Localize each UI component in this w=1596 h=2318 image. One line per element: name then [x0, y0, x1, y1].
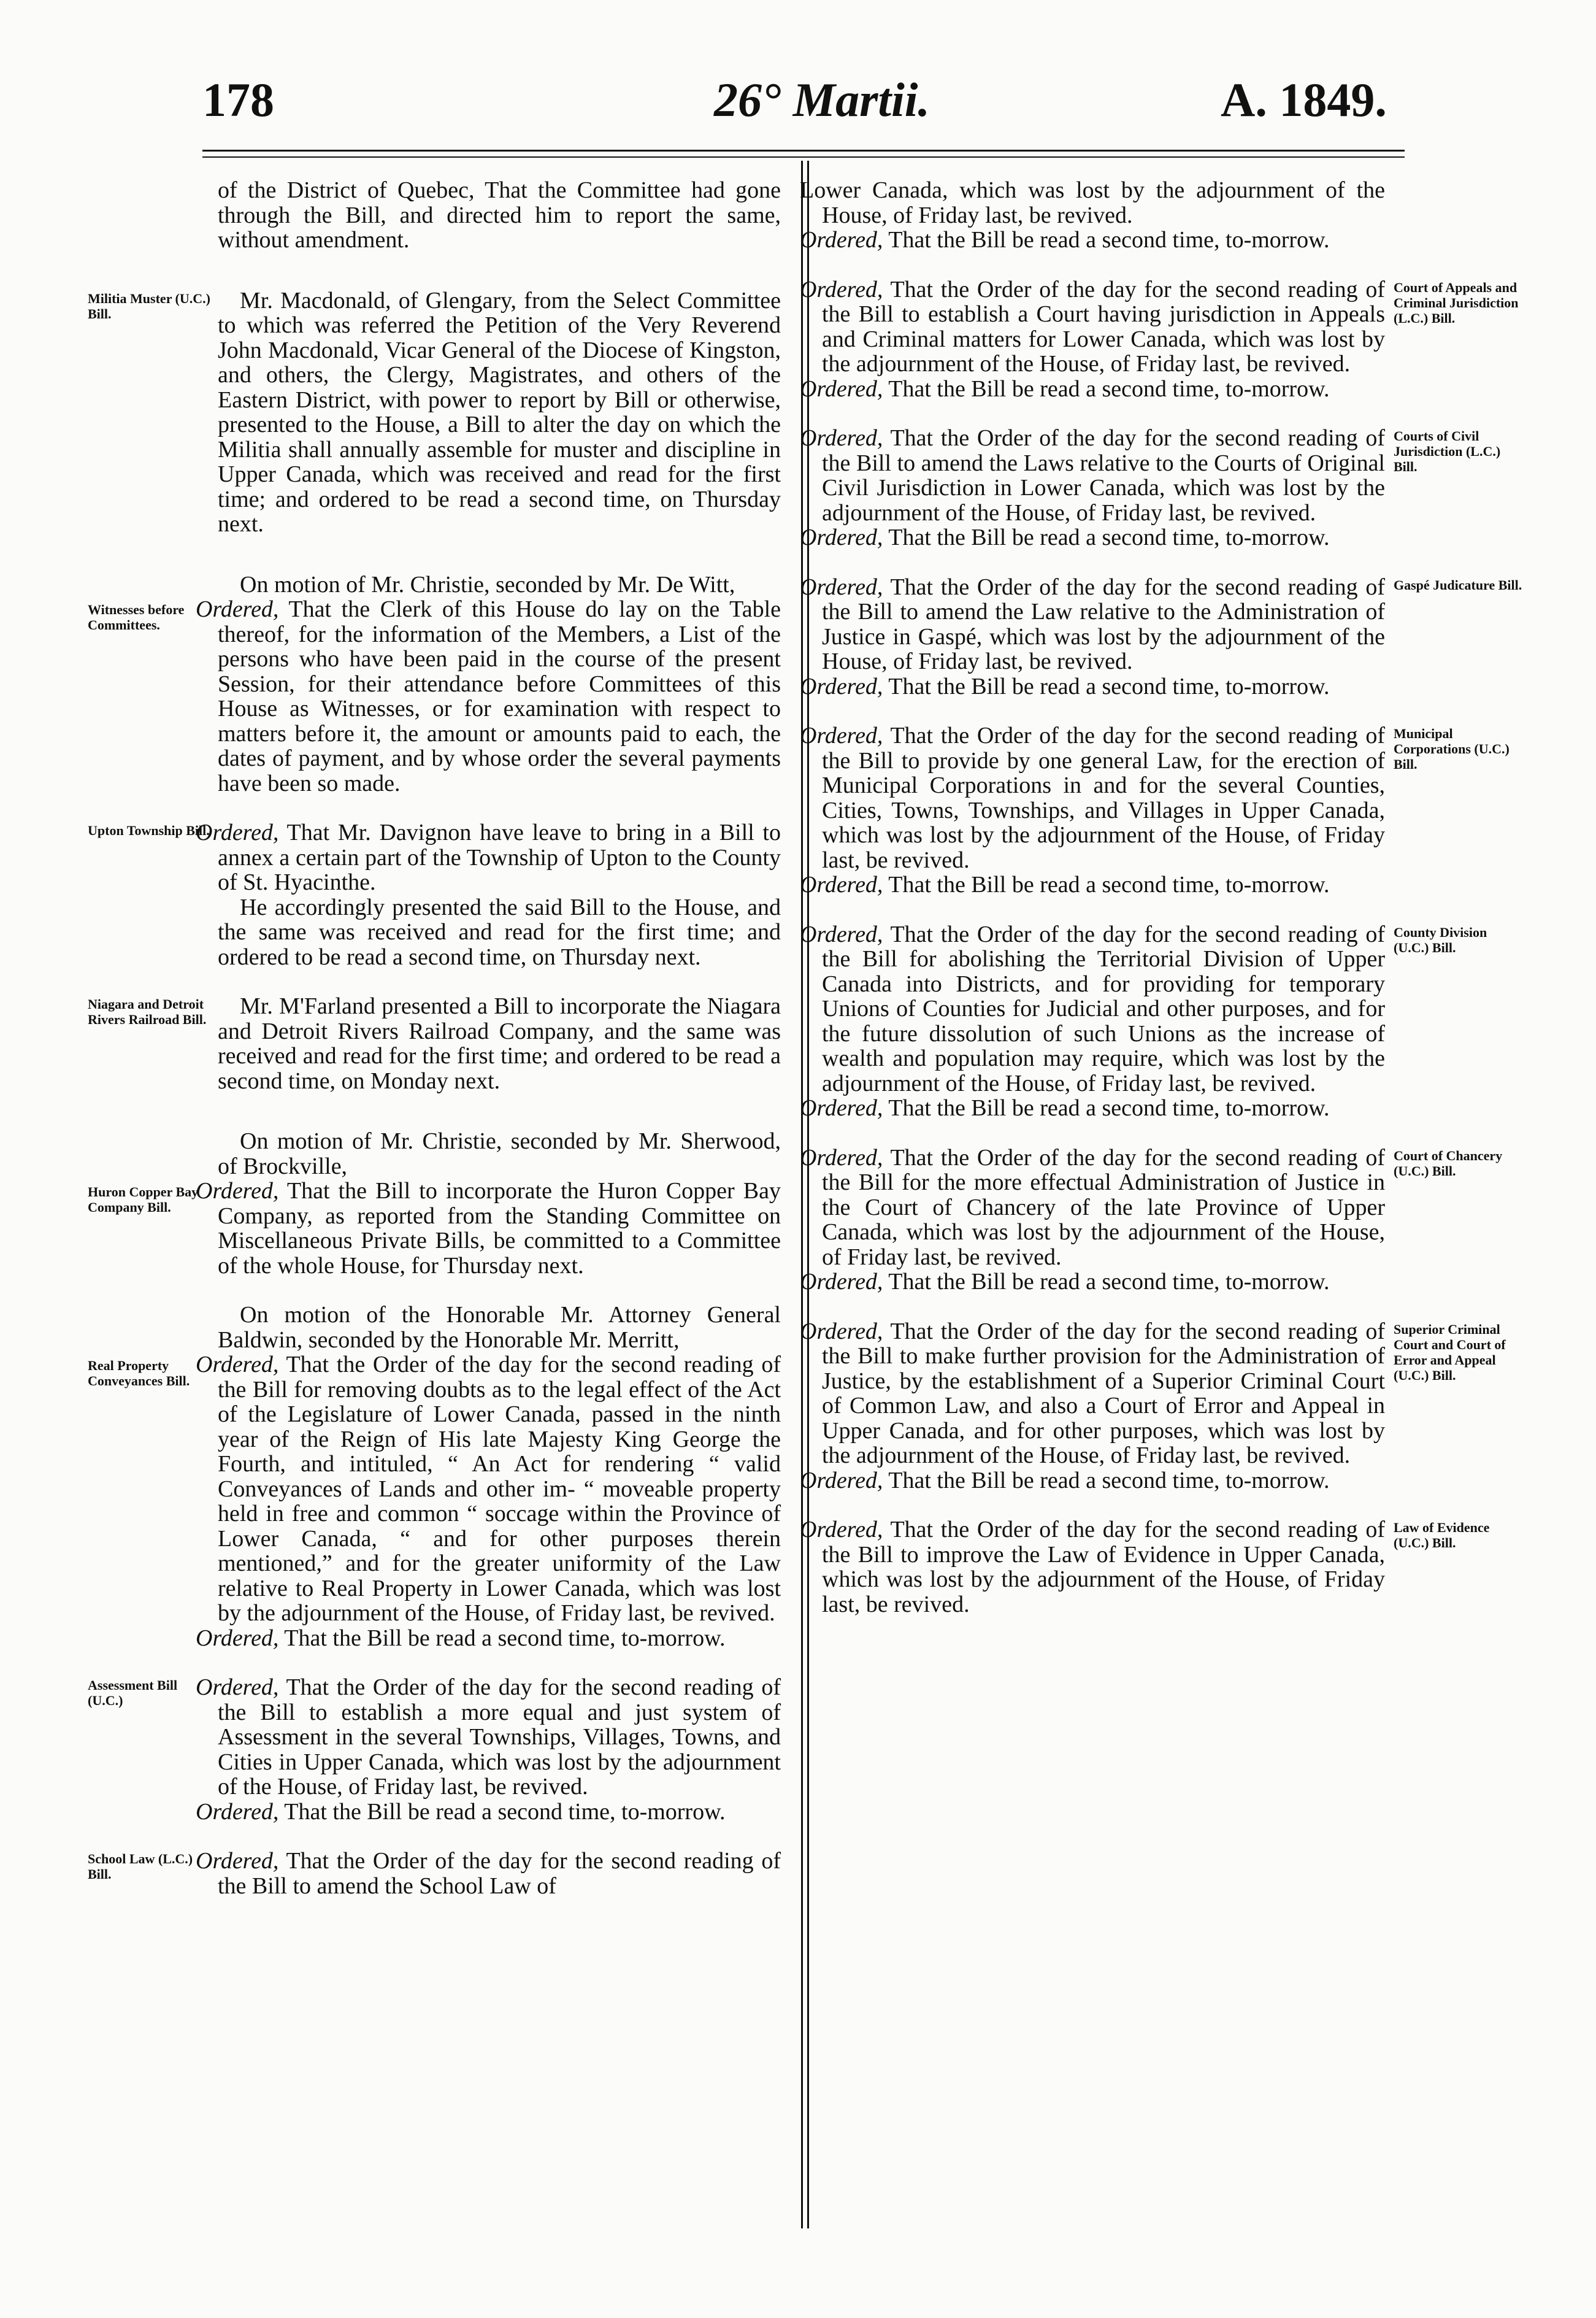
entry-school-cont — [800, 177, 1385, 253]
continued-text: Lower Canada, which was lost by the adjournment of the House, of Friday last, be revived. — [800, 177, 1385, 228]
ordered-text: Ordered, That the Bill be read a second time, to-morrow. — [800, 1095, 1330, 1121]
ordered-text: Ordered, That the Bill be read a second time, to-morrow. — [800, 872, 1330, 898]
right-column — [800, 177, 1522, 1617]
margin-note: Superior Criminal Court and Court of Error and Appeal (U.C.) Bill. — [1394, 1321, 1506, 1383]
margin-note: Gaspé Judicature Bill. — [1394, 577, 1522, 593]
entry-text: Ordered, That the Order of the day for the second reading of the Bill for abolishing the Territorial Division of Upper Canada into Districts, and for providing for temporary Unions of Counties for Judicial and other purposes, and for the future dissolution of such Unions as the increase of wealth and population may require, which was lost by the adjournment of the House, of Friday last, be revived. — [800, 921, 1385, 1096]
entry-municipal — [800, 723, 1510, 898]
margin-note: Militia Muster (U.C.) Bill. — [88, 290, 210, 322]
header-rule — [202, 150, 1405, 152]
entry-chancery — [800, 1144, 1503, 1295]
entry-text: Ordered, That the Order of the day for the second reading of the Bill for removing doubts as to the legal effect of the Act of the Legislature of Lower Canada, passed in the ninth year of the Reign of His late Majesty King George the Fourth, and intituled, “ An Act for rendering “ valid Conveyances of Lands and other im- “ moveable property held in free and common “ soccage within the Province of Lower Canada, “ and for other purposes therein mentioned,” and for the greater uniformity of the Law relative to Real Property in Lower Canada, which was lost by the adjournment of the House, of Friday last, be revived. — [196, 1352, 781, 1626]
entry-text: Ordered, That the Order of the day for the second reading of the Bill to improve the Law of Evidence in Upper Canada, which was lost by the adjournment of the House, of Friday last, be revived. — [800, 1517, 1385, 1617]
ordered-text: Ordered, That the Bill be read a second time, to-morrow. — [800, 673, 1330, 699]
ordered-text: Ordered, That the Bill be read a second time, to-morrow. — [800, 1467, 1330, 1493]
motion-text: On motion of the Honorable Mr. Attorney General Baldwin, seconded by the Honorable Mr. Merritt, — [218, 1302, 781, 1353]
entry-assessment — [88, 1674, 781, 1825]
entry-text: Ordered, That the Order of the day for the second reading of the Bill to amend the School Law of — [196, 1848, 781, 1899]
entry-text: Mr. M'Farland presented a Bill to incorporate the Niagara and Detroit Rivers Railroad Company, and the same was received and read for the first time; and ordered to be read a second time, on Monday next. — [218, 993, 781, 1094]
motion-text: On motion of Mr. Christie, seconded by Mr. Sherwood, of Brockville, — [218, 1128, 781, 1179]
entry-text: Ordered, That the Order of the day for the second reading of the Bill to amend the Laws relative to the Courts of Original Civil Jurisdiction in Lower Canada, which was lost by the adjournment of the House, of Friday last, be revived. — [800, 425, 1385, 526]
ordered-text: Ordered, That the Bill be read a second time, to-morrow. — [800, 375, 1330, 402]
column-divider-double — [807, 161, 809, 2228]
entry-text: Ordered, That the Clerk of this House do lay on the Table thereof, for the information of the Members, a List of the persons who have been paid in the course of the present Session, for their attendance before Committees of this House as Witnesses, or for examination with respect to matters before it, the amount or amounts paid to each, the dates of payment, and by whose order the several payments have been so made. — [196, 596, 781, 796]
margin-note: Courts of Civil Jurisdiction (L.C.) Bill. — [1394, 428, 1501, 474]
entry-text: Ordered, That the Order of the day for the second reading of the Bill to make further provision for the Administration of Justice, by the establishment of a Superior Criminal Court of Common Law, and also a Court of Error and Appeal in Upper Canada, and for other purposes, which was lost by the adjournment of the House, of Friday last, be revived. — [800, 1318, 1385, 1468]
entry-text: Mr. Macdonald, of Glengary, from the Select Committee to which was referred the Petition of the Very Reverend John Macdonald, Vicar General of the Diocese of Kingston, and others, the Clergy, Magistrates, and others of the Eastern District, with power to report by Bill or otherwise, presented to the House, a Bill to alter the day on which the Militia shall annually assemble for muster and discipline in Upper Canada, which was received and read for the first time; and ordered to be read a second time, on Thursday next. — [218, 287, 781, 537]
ordered-text: Ordered, That the Bill be read a second time, to-morrow. — [196, 1798, 726, 1825]
entry-superior-court — [800, 1318, 1506, 1493]
entry-witnesses — [88, 571, 781, 796]
entry-evidence — [800, 1517, 1490, 1617]
page-year: A. 1849. — [1221, 73, 1387, 126]
entry-upton — [88, 820, 781, 970]
margin-note: Real Property Conveyances Bill. — [88, 1358, 190, 1388]
entry-niagara — [88, 993, 781, 1094]
column-divider — [801, 161, 803, 2228]
margin-note: Niagara and Detroit Rivers Railroad Bill. — [88, 996, 207, 1027]
margin-note: Huron Copper Bay Company Bill. — [88, 1184, 199, 1215]
entry-text: Ordered, That the Order of the day for the second reading of the Bill to establish a more equal and just system of Assessment in the several Townships, Villages, Towns, and Cities in Upper Canada, which was lost by the adjournment of the House, of Friday last, be revived. — [196, 1674, 781, 1800]
entry-text: Ordered, That the Order of the day for the second reading of the Bill to provide by one general Law, for the erection of Municipal Corporations in and for the several Counties, Cities, Towns, Townships, and Villages in Upper Canada, which was lost by the adjournment of the House, of Friday last, be revived. — [800, 723, 1385, 873]
entry-militia — [88, 287, 781, 537]
entry-text: Ordered, That the Order of the day for the second reading of the Bill for the more effectual Administration of Justice in the Court of Chancery of the late Province of Upper Canada, which was lost by the adjournment of the House, of Friday last, be revived. — [800, 1144, 1385, 1270]
margin-note: County Division (U.C.) Bill. — [1394, 924, 1487, 955]
entry-gaspe — [800, 574, 1522, 699]
margin-note: Witnesses before Committees. — [88, 601, 185, 633]
entry-text: Ordered, That the Order of the day for the second reading of the Bill to amend the Law relative to the Administration of Justice in Gaspé, which was lost by the adjournment of the House, of Friday last, be revived. — [800, 574, 1385, 674]
margin-note: Law of Evidence (U.C.) Bill. — [1394, 1520, 1490, 1550]
entry-county-division — [800, 921, 1487, 1121]
entry-text-2: He accordingly presented the said Bill to the House, and the same was received and read for the first time; and ordered to be read a second time, on Thursday next. — [218, 894, 781, 970]
margin-note: Upton Township Bill. — [88, 823, 210, 838]
page-number: 178 — [202, 73, 274, 126]
header-rule-double — [202, 156, 1405, 158]
margin-note: Assessment Bill (U.C.) — [88, 1677, 178, 1708]
ordered-text: Ordered, That the Bill be read a second time, to-morrow. — [800, 525, 1330, 550]
page-date: 26° Martii. — [714, 73, 930, 126]
entry-school — [88, 1848, 781, 1899]
entry-civil — [800, 425, 1501, 550]
page-header — [0, 72, 1596, 140]
entry-text: Ordered, That Mr. Davignon have leave to bring in a Bill to annex a certain part of the Township of Upton to the County of St. Hyacinthe. — [196, 820, 781, 895]
entry-appeals — [800, 276, 1519, 402]
ordered-text: Ordered, That the Bill be read a second time, to-morrow. — [800, 1269, 1330, 1295]
continued-text: of the District of Quebec, That the Committee had gone through the Bill, and directed him to report the same, without amendment. — [218, 177, 781, 253]
entry-real-property — [88, 1302, 781, 1651]
margin-note: School Law (L.C.) Bill. — [88, 1851, 193, 1882]
margin-note: Municipal Corporations (U.C.) Bill. — [1394, 726, 1510, 772]
left-column — [88, 177, 781, 1899]
ordered-text: Ordered, That the Bill be read a second time, to-morrow. — [800, 227, 1330, 253]
entry-text: Ordered, That the Bill to incorporate the Huron Copper Bay Company, as reported from the Standing Committee on Miscellaneous Private Bills, be committed to a Committee of the whole House, for Thursday next. — [196, 1178, 781, 1279]
margin-note: Court of Chancery (U.C.) Bill. — [1394, 1147, 1503, 1179]
entry-huron — [88, 1128, 781, 1279]
margin-note: Court of Appeals and Criminal Jurisdiction (L.C.) Bill. — [1394, 279, 1519, 326]
entry-text: Ordered, That the Order of the day for the second reading of the Bill to establish a Court having jurisdiction in Appeals and Criminal matters for Lower Canada, which was lost by the adjournment of the House, of Friday last, be revived. — [800, 276, 1385, 377]
ordered-text: Ordered, That the Bill be read a second time, to-morrow. — [196, 1625, 726, 1651]
motion-text: On motion of Mr. Christie, seconded by Mr. De Witt, — [240, 571, 735, 598]
